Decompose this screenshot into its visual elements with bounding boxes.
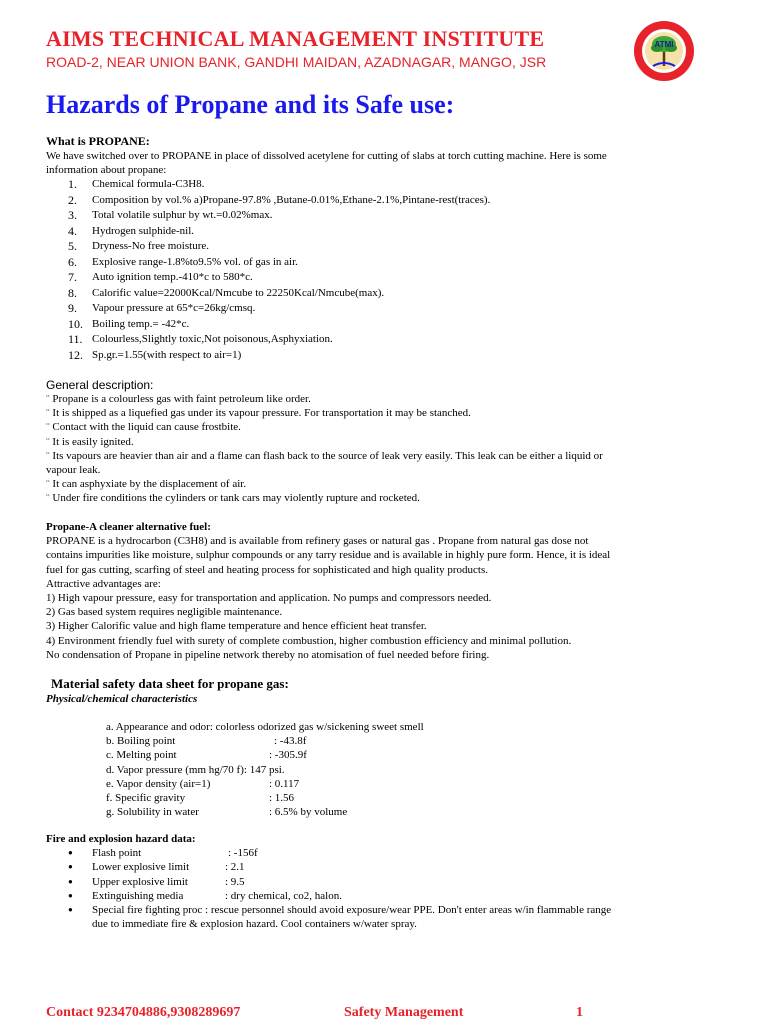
list-item xyxy=(46,224,736,240)
list-text: Calorific value=22000Kcal/Nmcube to 22250Kcal/Nmcube(max). xyxy=(92,286,385,299)
msds-label: f. Specific gravity xyxy=(106,791,186,804)
fire-heading: Fire and explosion hazard data: xyxy=(46,833,196,845)
general-line: vapour leak. xyxy=(46,464,101,477)
msds-value: : 147 psi. xyxy=(243,763,285,776)
fire-label: Special fire fighting proc xyxy=(92,904,203,917)
general-line: ¨ It is shipped as a liquefied gas under its vapour pressure. For transportation it may be stanched. xyxy=(46,407,471,420)
cleaner-line: 2) Gas based system requires negligible maintenance. xyxy=(46,606,283,619)
list-item xyxy=(46,348,736,364)
fire-row xyxy=(46,875,736,889)
bullet-icon: ● xyxy=(68,890,73,900)
what-is-section xyxy=(46,134,736,363)
list-text: Hydrogen sulphide-nil. xyxy=(92,224,195,237)
fire-value: : 2.1 xyxy=(225,861,245,874)
page-footer xyxy=(46,1005,583,1021)
list-number: 7. xyxy=(68,270,77,285)
general-line: ¨ Contact with the liquid can cause frostbite. xyxy=(46,421,241,434)
cleaner-line: PROPANE is a hydrocarbon (C3H8) and is available from refinery gases or natural gas . Propane from natural gas dose not xyxy=(46,535,589,548)
list-item xyxy=(46,239,736,255)
msds-row xyxy=(106,763,736,777)
list-item xyxy=(46,286,736,302)
cleaner-line: 4) Environment friendly fuel with surety of complete combustion, higher combustion efficiency and minimal pollution. xyxy=(46,634,572,647)
list-number: 3. xyxy=(68,208,77,223)
general-line: ¨ It is easily ignited. xyxy=(46,435,134,448)
list-item xyxy=(46,255,736,271)
msds-label: a. Appearance and odor: colorless odorized gas w/sickening sweet smell xyxy=(106,721,424,733)
footer-subject: Safety Management xyxy=(344,1005,464,1020)
list-text: Auto ignition temp.-410*c to 580*c. xyxy=(92,271,253,284)
msds-value: : -43.8f xyxy=(274,735,307,748)
general-line: ¨ Propane is a colourless gas with faint petroleum like order. xyxy=(46,393,311,405)
msds-section xyxy=(46,676,736,819)
list-number: 1. xyxy=(68,177,77,192)
fire-explosion-section xyxy=(46,832,736,931)
fire-row xyxy=(46,860,736,874)
list-number: 6. xyxy=(68,254,77,269)
cleaner-heading: Propane-A cleaner alternative fuel: xyxy=(46,521,211,533)
footer-page-number: 1 xyxy=(576,1005,583,1020)
list-number: 4. xyxy=(68,223,77,238)
list-number: 10. xyxy=(68,316,83,331)
bullet-icon: ● xyxy=(68,905,73,915)
fire-value: : -156f xyxy=(228,847,258,860)
list-number: 2. xyxy=(68,192,77,207)
list-text: Vapour pressure at 65*c=26kg/cmsq. xyxy=(92,302,256,315)
list-item xyxy=(46,332,736,348)
msds-row xyxy=(106,791,736,805)
fire-row xyxy=(46,889,736,903)
general-line: ¨ It can asphyxiate by the displacement of air. xyxy=(46,478,247,491)
list-text: Chemical formula-C3H8. xyxy=(92,178,205,191)
list-item xyxy=(46,177,736,193)
fire-row xyxy=(46,846,736,860)
bullet-icon: ● xyxy=(68,862,73,872)
general-line: ¨ Its vapours are heavier than air and a flame can flash back to the source of leak very easily. This leak can be either a liquid or xyxy=(46,449,603,462)
list-item xyxy=(46,301,736,317)
list-text: Total volatile sulphur by wt.=0.02%max. xyxy=(92,209,273,222)
list-text: Dryness-No free moisture. xyxy=(92,240,209,253)
bullet-icon: ● xyxy=(68,876,73,886)
institute-address: ROAD-2, NEAR UNION BANK, GANDHI MAIDAN, AZADNAGAR, MANGO, JSR xyxy=(46,54,547,70)
msds-label: d. Vapor pressure (mm hg/70 f) xyxy=(106,763,244,776)
msds-value: : -305.9f xyxy=(269,749,307,762)
list-item xyxy=(46,317,736,333)
cleaner-line: 3) Higher Calorific value and high flame temperature and hence efficient heat transfer. xyxy=(46,620,427,633)
msds-label: e. Vapor density (air=1) xyxy=(106,777,211,790)
document-title: Hazards of Propane and its Safe use: xyxy=(46,90,455,119)
msds-row xyxy=(106,777,736,791)
msds-value: : 0.117 xyxy=(269,777,300,790)
list-item xyxy=(46,270,736,286)
list-number: 9. xyxy=(68,301,77,316)
msds-label: c. Melting point xyxy=(106,749,177,762)
what-is-intro-line-2: information about propane: xyxy=(46,164,167,177)
fire-continuation: due to immediate fire & explosion hazard. Cool containers w/water spray. xyxy=(92,918,417,931)
what-is-heading: What is PROPANE: xyxy=(46,134,150,148)
fire-value: : 9.5 xyxy=(225,875,245,888)
list-text: Explosive range-1.8%to9.5% vol. of gas in air. xyxy=(92,255,298,268)
list-item xyxy=(46,208,736,224)
list-number: 11. xyxy=(68,332,83,347)
list-text: Composition by vol.% a)Propane-97.8% ,Butane-0.01%,Ethane-2.1%,Pintane-rest(traces). xyxy=(92,193,491,206)
what-is-intro-line-1: We have switched over to PROPANE in place of dissolved acetylene for cutting of slabs at torch cutting machine. Here is some xyxy=(46,150,607,162)
properties-list xyxy=(46,177,736,363)
fire-value: : rescue personnel should avoid exposure/wear PPE. Don't enter areas w/in flammable range xyxy=(205,904,612,917)
list-item xyxy=(46,193,736,209)
msds-subheading: Physical/chemical characteristics xyxy=(46,693,198,705)
cleaner-line: Attractive advantages are: xyxy=(46,577,161,590)
cleaner-fuel-section xyxy=(46,520,736,662)
msds-row xyxy=(106,748,736,762)
list-text: Boiling temp.= -42*c. xyxy=(92,317,190,330)
fire-label: Lower explosive limit xyxy=(92,861,190,874)
fire-value: : dry chemical, co2, halon. xyxy=(225,889,342,902)
footer-contact: Contact 9234704886,9308289697 xyxy=(46,1005,241,1020)
msds-row xyxy=(106,805,736,819)
msds-label: b. Boiling point xyxy=(106,735,176,748)
fire-label: Upper explosive limit xyxy=(92,875,188,888)
logo-text: ATMI xyxy=(654,40,674,49)
fire-row xyxy=(46,903,736,917)
list-text: Sp.gr.=1.55(with respect to air=1) xyxy=(92,348,242,361)
cleaner-line: No condensation of Propane in pipeline network thereby no atomisation of fuel needed before firing. xyxy=(46,648,490,661)
institute-logo xyxy=(633,20,695,82)
msds-row xyxy=(106,720,736,734)
institute-name: AIMS TECHNICAL MANAGEMENT INSTITUTE xyxy=(46,26,545,51)
general-line: ¨ Under fire conditions the cylinders or tank cars may violently rupture and rocketed. xyxy=(46,492,420,505)
list-number: 8. xyxy=(68,285,77,300)
cleaner-line: fuel for gas cutting, scarfing of steel and heating process for sophisticated and high quality products. xyxy=(46,563,489,576)
fire-label: Flash point xyxy=(92,847,142,860)
cleaner-line: 1) High vapour pressure, easy for transportation and application. No pumps and compressors needed. xyxy=(46,592,492,605)
general-description-section xyxy=(46,378,736,506)
bullet-icon: ● xyxy=(68,848,73,858)
msds-row xyxy=(106,734,736,748)
msds-label: g. Solubility in water xyxy=(106,806,199,819)
msds-heading: Material safety data sheet for propane gas: xyxy=(51,676,289,691)
list-number: 12. xyxy=(68,347,83,362)
msds-value: : 6.5% by volume xyxy=(269,806,348,819)
general-heading: General description: xyxy=(46,378,154,392)
cleaner-line: contains impurities like moisture, sulphur compounds or any tarry residue and is available in highly pure form. Hence, it is ideal xyxy=(46,549,611,562)
msds-value: : 1.56 xyxy=(269,791,295,804)
list-number: 5. xyxy=(68,239,77,254)
fire-label: Extinguishing media xyxy=(92,889,184,902)
list-text: Colourless,Slightly toxic,Not poisonous,Asphyxiation. xyxy=(92,333,333,346)
